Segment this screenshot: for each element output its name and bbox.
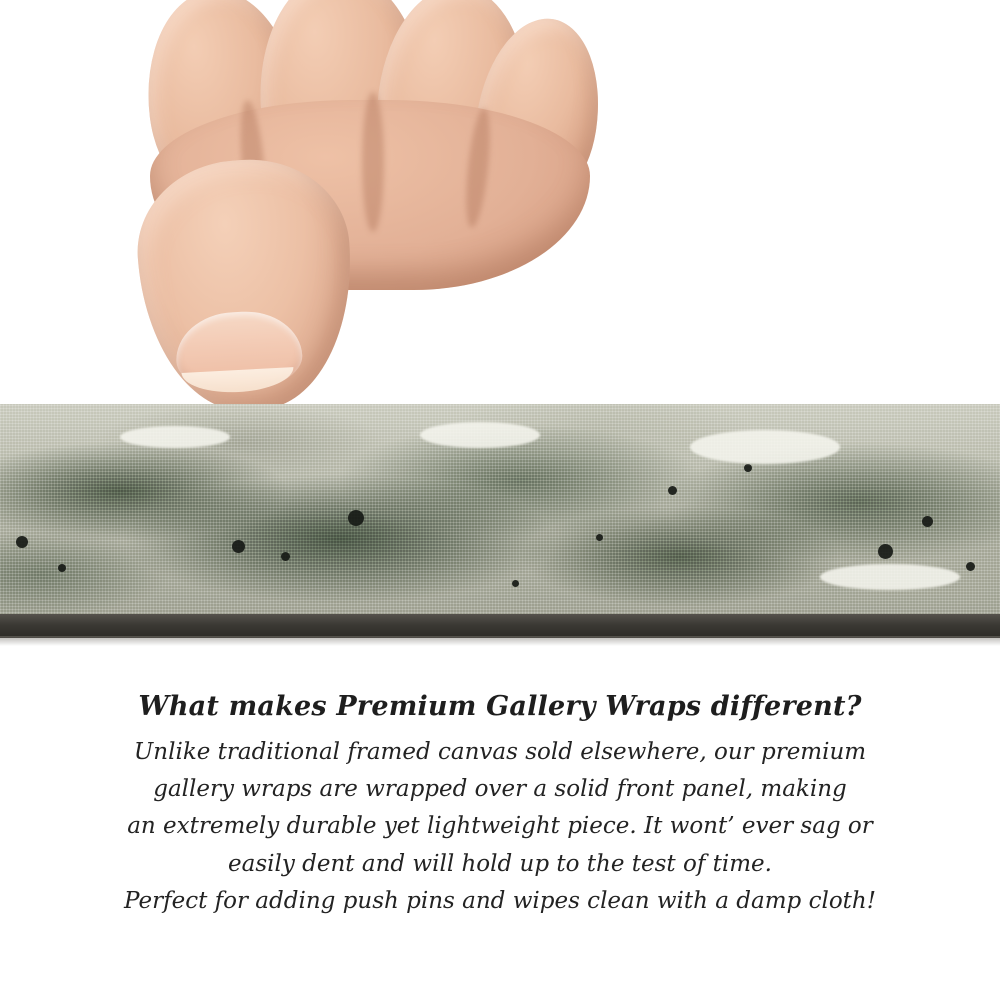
canvas-speck (668, 486, 677, 495)
canvas-speck (232, 540, 245, 553)
caption-line: Perfect for adding push pins and wipes clean with a damp cloth! (124, 887, 876, 914)
canvas-highlight (120, 426, 230, 448)
canvas-highlight (420, 422, 540, 448)
canvas-speck (878, 544, 893, 559)
caption-block (0, 690, 1000, 920)
canvas-speck (58, 564, 66, 572)
canvas-highlight (690, 430, 840, 464)
canvas-speck (16, 536, 28, 548)
canvas-speck (966, 562, 975, 571)
hand-illustration (130, 0, 580, 430)
canvas-speck (348, 510, 364, 526)
canvas-highlight (820, 564, 960, 590)
canvas-speck (596, 534, 603, 541)
caption-line: gallery wraps are wrapped over a solid front panel, making (153, 776, 847, 802)
canvas-drop-shadow (0, 636, 1000, 646)
caption-headline: What makes Premium Gallery Wraps different? (138, 691, 862, 722)
caption-line: an extremely durable yet lightweight piece. It wont’ ever sag or (127, 813, 873, 840)
caption-line: easily dent and will hold up to the test of time. (228, 850, 772, 877)
finger-fold-2 (362, 92, 384, 232)
canvas-speck (512, 580, 519, 587)
canvas-edge-band (0, 404, 1000, 622)
canvas-speck (744, 464, 752, 472)
canvas-speck (281, 552, 290, 561)
caption-line: Unlike traditional framed canvas sold elsewhere, our premium (133, 738, 867, 765)
canvas-speck (922, 516, 933, 527)
canvas-bottom-edge (0, 614, 1000, 638)
